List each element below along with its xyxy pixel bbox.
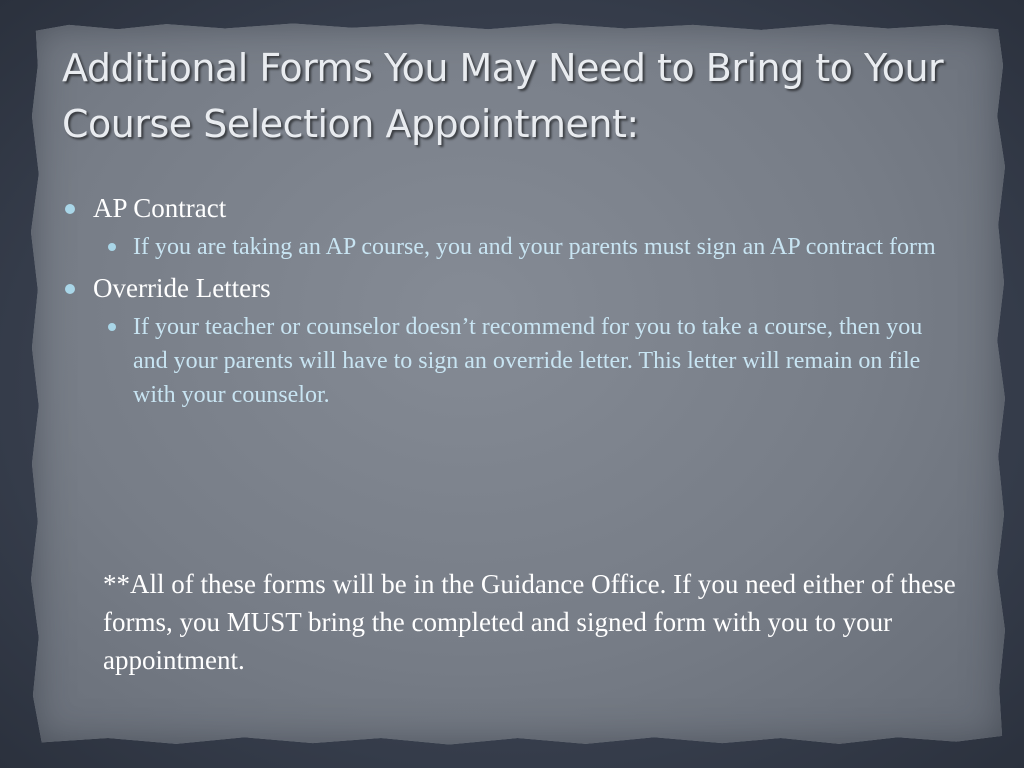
bullet-override-letters: Override Letters (62, 270, 962, 306)
bullet-ap-contract: AP Contract (62, 190, 962, 226)
sub-bullet-ap-contract-detail: If you are taking an AP course, you and your parents must sign an AP contract form (107, 230, 962, 264)
guidance-office-note: **All of these forms will be in the Guidance Office. If you need either of these forms, you MUST bring the completed and signed form with you to your appointment. (103, 569, 956, 675)
bullet-list (62, 190, 962, 412)
sub-bullet-override-letters-detail: If your teacher or counselor doesn’t recommend for you to take a course, then you and your parents will have to sign an override letter. This letter will remain on file with your counselor. (107, 310, 962, 412)
slide-title: Additional Forms You May Need to Bring to Your Course Selection Appointment: (62, 46, 944, 146)
